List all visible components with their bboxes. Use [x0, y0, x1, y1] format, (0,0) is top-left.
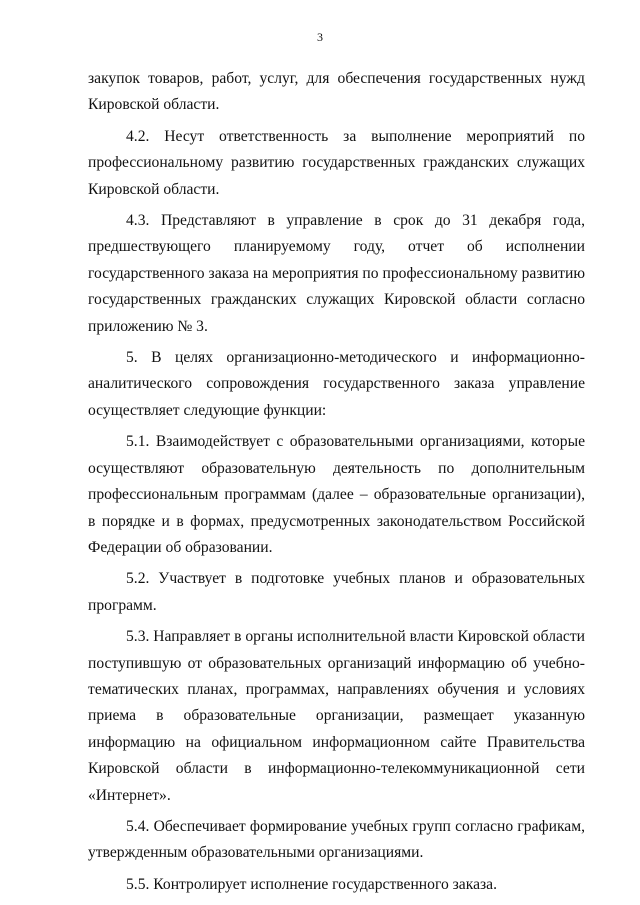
paragraph-5-1: 5.1. Взаимодействует с образовательными организациями, которые осуществляют образовательную деятельность по дополнительным профессиональным программам (далее – образовательные организации), в порядке и в формах, предусмотренных законодательством Российской Федерации об образовании.	[88, 433, 585, 556]
page-number: 3	[317, 30, 323, 44]
document-body	[88, 66, 585, 898]
paragraph-4-2: 4.2. Несут ответственность за выполнение мероприятий по профессиональному развитию государственных гражданских служащих Кировской области.	[88, 127, 585, 198]
paragraph-5-2: 5.2. Участвует в подготовке учебных планов и образовательных программ.	[88, 570, 585, 614]
paragraph-5-5: 5.5. Контролирует исполнение государственного заказа.	[126, 875, 497, 893]
paragraph-5-3: 5.3. Направляет в органы исполнительной власти Кировской области поступившую от образовательных организаций информацию об учебно-тематических планах, программах, направлениях обучения и условиях приема в образовательные организации, размещает указанную информацию на официальном информационном сайте Правительства Кировской области в информационно-телекоммуникационной сети «Интернет».	[88, 628, 585, 804]
paragraph-4-3: 4.3. Представляют в управление в срок до 31 декабря года, предшествующего планируемому году, отчет об исполнении государственного заказа на мероприятия по профессиональному развитию государственных гражданских служащих Кировской области согласно приложению № 3.	[88, 212, 585, 335]
paragraph-5: 5. В целях организационно-методического и информационно-аналитического сопровождения государственного заказа управление осуществляет следующие функции:	[88, 349, 585, 419]
paragraph-continuation: закупок товаров, работ, услуг, для обеспечения государственных нужд Кировской области.	[88, 70, 585, 114]
paragraph-5-4: 5.4. Обеспечивает формирование учебных групп согласно графикам, утвержденным образовательными организациями.	[88, 817, 585, 862]
